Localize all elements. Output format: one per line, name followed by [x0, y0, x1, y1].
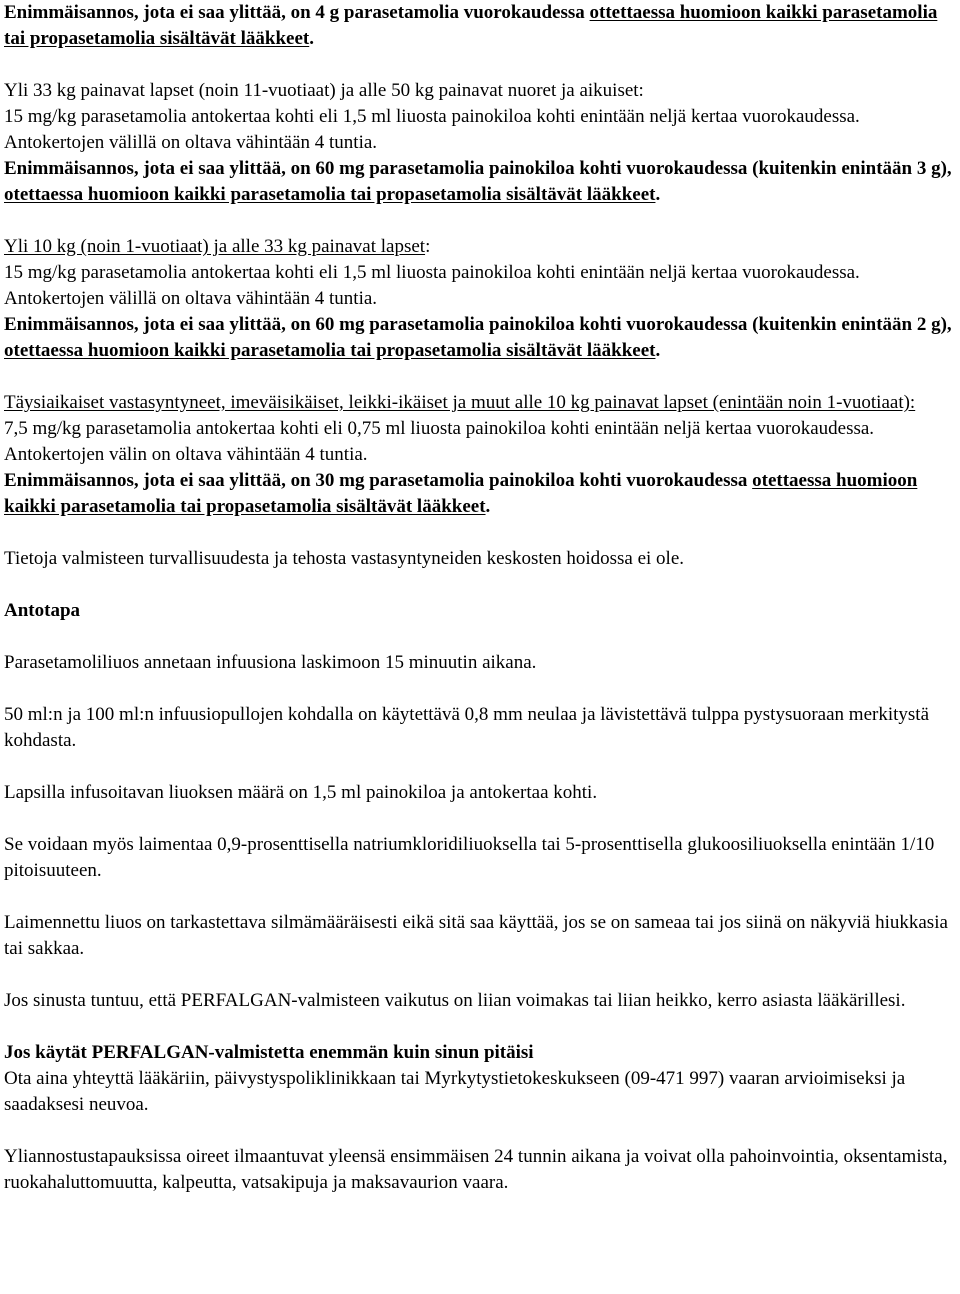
antotapa-paragraph-4: Se voidaan myös laimentaa 0,9-prosenttisella natriumkloridiliuoksella tai 5-prosenttisella glukoosiliuoksella enintään 1/10 pitoisuuteen.	[4, 834, 935, 881]
overdose-paragraph-1: Ota aina yhteyttä lääkäriin, päivystyspoliklinikkaan tai Myrkytystietokeskukseen (09-471 997) vaaran arvioimiseksi ja saadaksesi neuvoa.	[4, 1068, 906, 1115]
dose-heading-33kg: Yli 33 kg painavat lapset (noin 11-vuotiaat) ja alle 50 kg painavat nuoret ja aikuiset:	[4, 80, 644, 101]
dose-heading-10kg: Yli 10 kg (noin 1-vuotiaat) ja alle 33 kg painavat lapset:	[4, 236, 431, 257]
dose-text-newborn: 7,5 mg/kg parasetamolia antokertaa kohti eli 0,75 ml liuosta painokiloa kohti enintään neljä kertaa vuorokaudessa. Antokertojen välin on oltava vähintään 4 tuntia.	[4, 418, 875, 465]
dose-text-33kg: 15 mg/kg parasetamolia antokertaa kohti eli 1,5 ml liuosta painokiloa kohti enintään neljä kertaa vuorokaudessa. Antokertojen välillä on oltava vähintään 4 tuntia.	[4, 106, 860, 153]
section-title-overdose: Jos käytät PERFALGAN-valmistetta enemmän kuin sinun pitäisi	[4, 1042, 534, 1063]
overdose-paragraph-2: Yliannostustapauksissa oireet ilmaantuvat yleensä ensimmäisen 24 tunnin aikana ja voivat olla pahoinvointia, oksentamista, ruokahaluttomuutta, kalpeutta, vatsakipuja ja maksavaurion vaara.	[4, 1146, 948, 1193]
max-dose-underlined: ottettaessa huomioon kaikki parasetamolia tai propasetamolia sisältävät lääkkeet	[4, 2, 938, 49]
dose-heading-newborn: Täysiaikaiset vastasyntyneet, imeväisikäiset, leikki-ikäiset ja muut alle 10 kg painavat lapset (enintään noin 1-vuotiaat):	[4, 392, 916, 413]
max-dose-33kg: Enimmäisannos, jota ei saa ylittää, on 60 mg parasetamolia painokiloa kohti vuorokaudessa (kuitenkin enintään 3 g), otettaessa huomioon kaikki parasetamolia tai propasetamolia sisältävät lääkkeet.	[4, 158, 952, 205]
max-dose-newborn: Enimmäisannos, jota ei saa ylittää, on 30 mg parasetamolia painokiloa kohti vuorokaudessa otettaessa huomioon kaikki parasetamolia tai propasetamolia sisältävät lääkkeet.	[4, 470, 918, 517]
antotapa-paragraph-6: Jos sinusta tuntuu, että PERFALGAN-valmisteen vaikutus on liian voimakas tai liian heikko, kerro asiasta lääkärillesi.	[4, 990, 906, 1011]
antotapa-paragraph-1: Parasetamoliliuos annetaan infuusiona laskimoon 15 minuutin aikana.	[4, 652, 537, 673]
section-title-antotapa: Antotapa	[4, 600, 81, 621]
max-dose-text: Enimmäisannos, jota ei saa ylittää, on 4 g parasetamolia vuorokaudessa	[4, 2, 590, 23]
dose-text-10kg: 15 mg/kg parasetamolia antokertaa kohti eli 1,5 ml liuosta painokiloa kohti enintään neljä kertaa vuorokaudessa. Antokertojen välillä on oltava vähintään 4 tuntia.	[4, 262, 860, 309]
antotapa-paragraph-5: Laimennettu liuos on tarkastettava silmämääräisesti eikä sitä saa käyttää, jos se on sameaa tai jos siinä on näkyviä hiukkasia tai sakkaa.	[4, 912, 948, 959]
max-dose-10kg: Enimmäisannos, jota ei saa ylittää, on 60 mg parasetamolia painokiloa kohti vuorokaudessa (kuitenkin enintään 2 g), otettaessa huomioon kaikki parasetamolia tai propasetamolia sisältävät lääkkeet.	[4, 314, 952, 361]
safety-note: Tietoja valmisteen turvallisuudesta ja tehosta vastasyntyneiden keskosten hoidossa ei ole.	[4, 548, 685, 569]
max-dose-adults: Enimmäisannos, jota ei saa ylittää, on 4 g parasetamolia vuorokaudessa ottettaessa huomioon kaikki parasetamolia tai propasetamolia sisältävät lääkkeet.	[4, 2, 938, 49]
antotapa-paragraph-2: 50 ml:n ja 100 ml:n infuusiopullojen kohdalla on käytettävä 0,8 mm neulaa ja lävistettävä tulppa pystysuoraan merkitystä kohdasta.	[4, 704, 929, 751]
antotapa-paragraph-3: Lapsilla infusoitavan liuoksen määrä on 1,5 ml painokiloa ja antokertaa kohti.	[4, 782, 598, 803]
